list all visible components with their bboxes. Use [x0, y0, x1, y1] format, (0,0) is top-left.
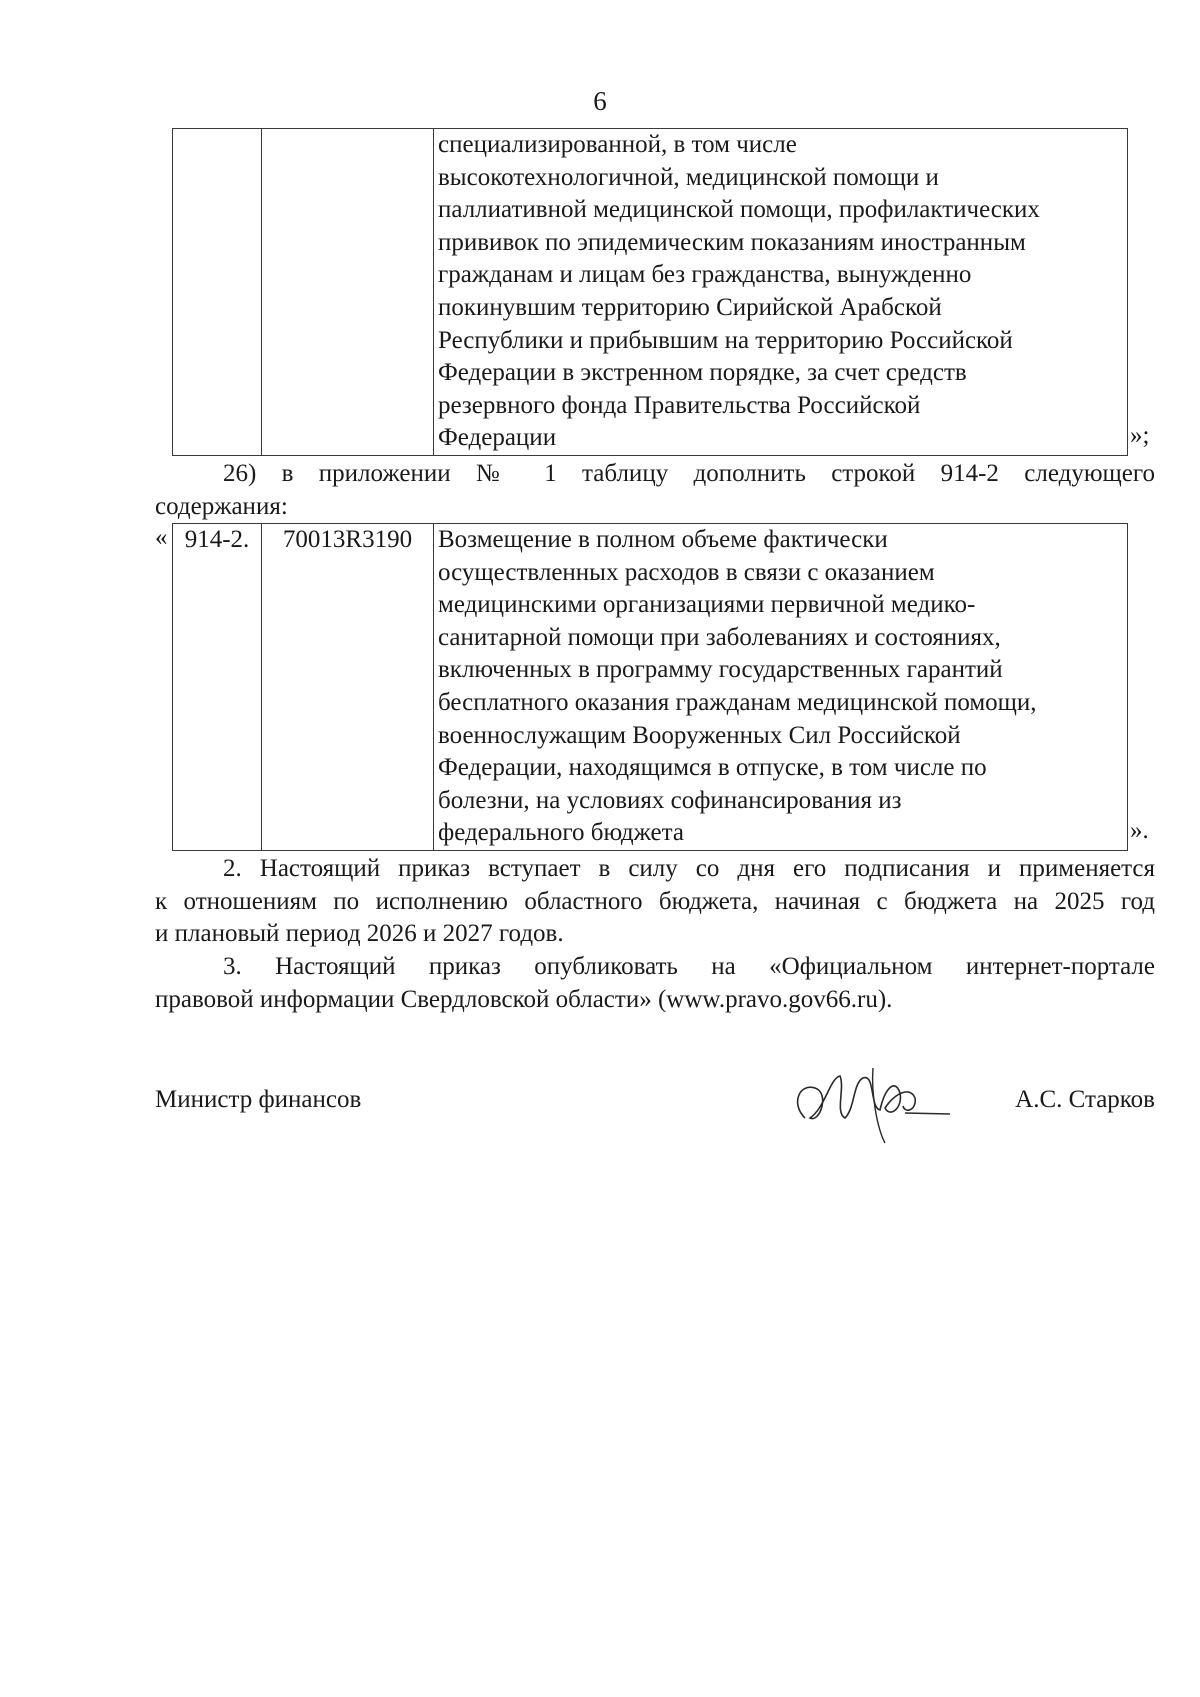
table2-line: военнослужащим Вооруженных Сил Российской [438, 721, 961, 749]
table1-line: Федерации [438, 424, 557, 452]
table2-line: болезни, на условиях софинансирования из [438, 786, 902, 814]
table-cell-code [262, 129, 434, 456]
table-cell-code [262, 524, 434, 851]
table-cell-description [434, 129, 1128, 456]
table1-closing-quote: »; [1130, 422, 1150, 449]
table1-line: Федерации в экстренном порядке, за счет средств [438, 359, 967, 387]
item2-line: 2. Настоящий приказ вступает в силу со дня его подписания и применяется [223, 855, 1155, 882]
handwritten-signature [785, 1048, 965, 1148]
signatory-name: А.С. Старков [1015, 1086, 1155, 1113]
table-cell-number [173, 524, 262, 851]
table2-line: включенных в программу государственных гарантий [438, 656, 1003, 684]
table2-opening-quote: « [155, 524, 168, 551]
item26-line: 26) в приложении № 1 таблицу дополнить строкой 914-2 следующего [223, 460, 1155, 487]
signatory-role: Министр финансов [155, 1086, 362, 1113]
table1-line: покинувшим территорию Сирийской Арабской [438, 293, 942, 321]
item2-line: и плановый период 2026 и 2027 годов. [155, 920, 564, 948]
item2-line: к отношениям по исполнению областного бюджета, начиная с бюджета на 2025 год [155, 887, 1155, 915]
table1-line: резервного фонда Правительства Российской [438, 391, 921, 419]
table-row [173, 129, 1128, 456]
table-continuation [172, 128, 1128, 456]
row-number: 914-2. [184, 526, 250, 553]
table-row [173, 524, 1128, 851]
item-3-paragraph [155, 951, 1155, 1016]
table1-line: специализированной, в том числе [438, 131, 797, 158]
table2-line: санитарной помощи при заболеваниях и состояниях, [438, 623, 1001, 651]
page-number: 6 [593, 86, 607, 116]
table2-line: Возмещение в полном объеме фактически [438, 526, 888, 553]
table2-line: медицинскими организациями первичной медико- [438, 591, 976, 619]
signature-block [155, 1078, 1155, 1138]
table2-line: федерального бюджета [438, 819, 684, 847]
table2-line: бесплатного оказания гражданам медицинской помощи, [438, 688, 1037, 716]
table1-line: Республики и прибывшим на территорию Российской [438, 326, 1013, 354]
table-cell-number [173, 129, 262, 456]
table2-closing-quote: ». [1130, 817, 1149, 844]
table-cell-description [434, 524, 1128, 851]
table2-line: осуществленных расходов в связи с оказанием [438, 558, 935, 586]
table1-line: прививок по эпидемическим показаниям иностранным [438, 228, 1026, 256]
item3-line: правовой информации Свердловской области» (www.pravo.gov66.ru). [155, 985, 893, 1013]
item3-line: 3. Настоящий приказ опубликовать на «Официальном интернет-портале [223, 953, 1155, 980]
item-2-paragraph [155, 853, 1155, 951]
table2-line: Федерации, находящимся в отпуске, в том числе по [438, 754, 987, 782]
budget-code: 70013R3190 [282, 526, 413, 553]
table-new-row [172, 523, 1128, 851]
item-26-paragraph [155, 458, 1155, 523]
table1-line: гражданам и лицам без гражданства, вынужденно [438, 261, 972, 289]
table1-line: паллиативной медицинской помощи, профилактических [438, 196, 1040, 224]
item26-line: содержания: [155, 492, 288, 520]
table1-line: высокотехнологичной, медицинской помощи и [438, 163, 939, 191]
